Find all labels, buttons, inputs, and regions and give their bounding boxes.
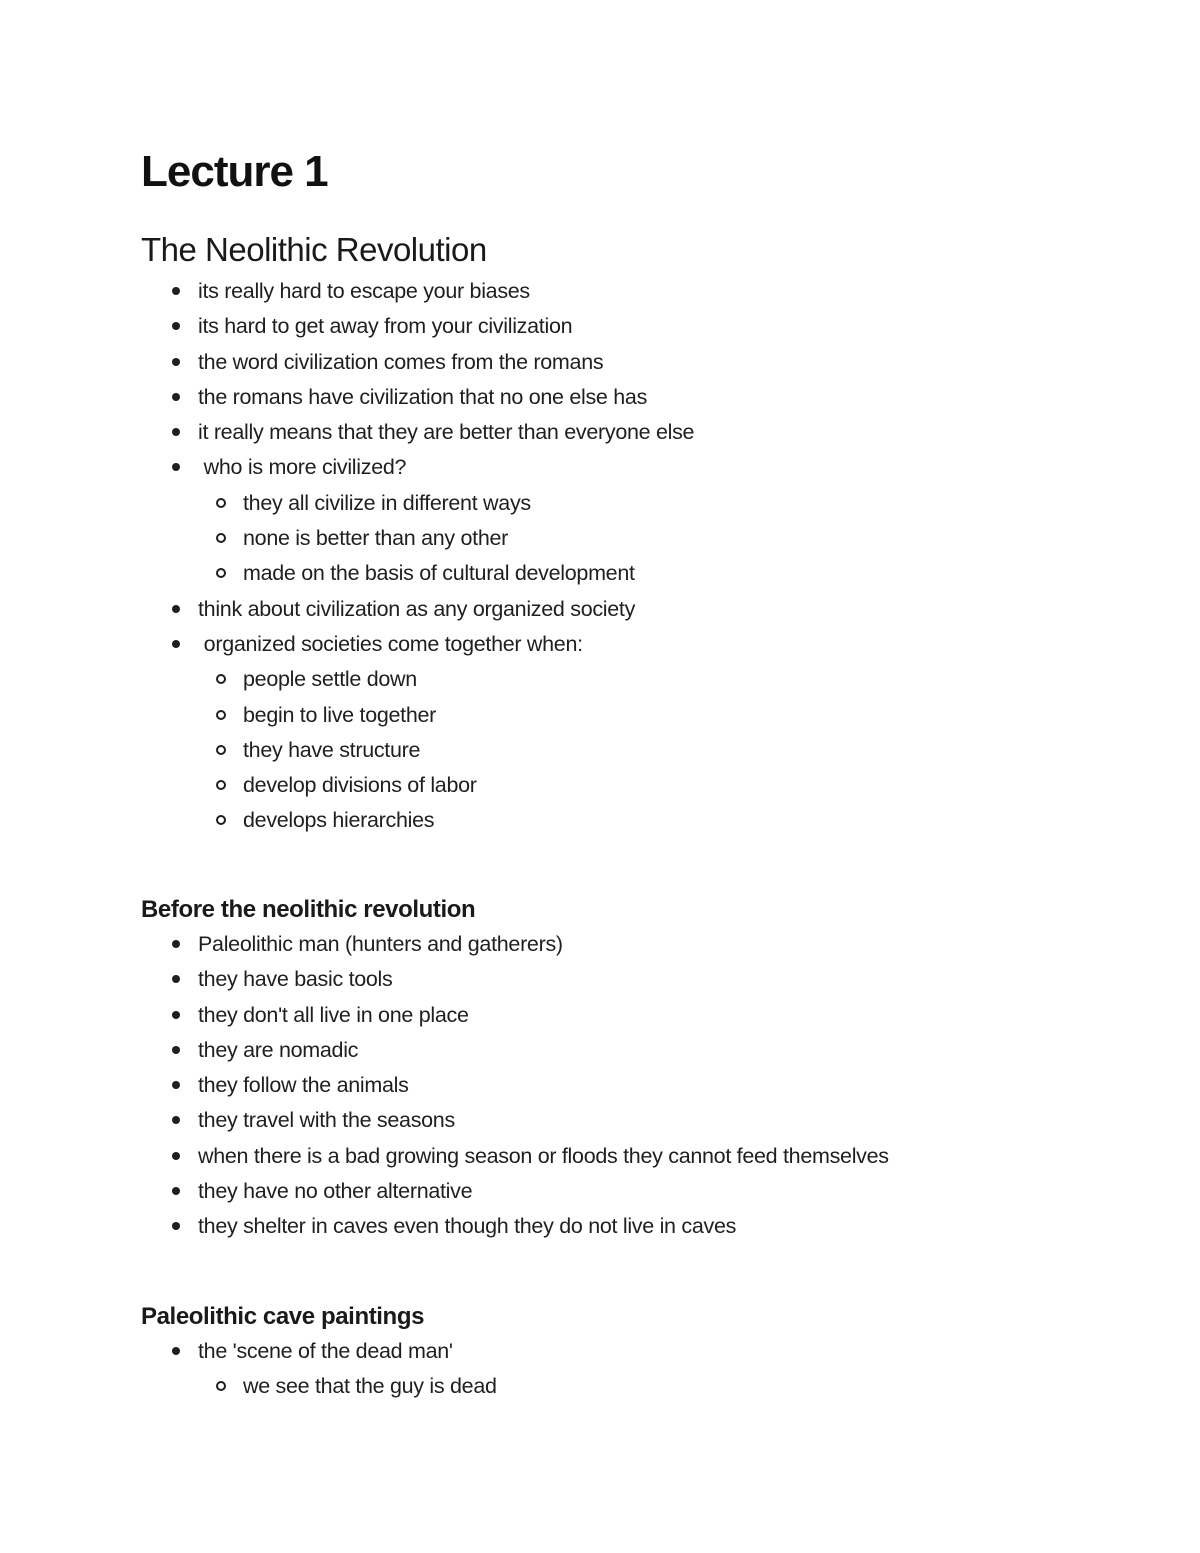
disc-bullet-icon — [172, 1222, 180, 1230]
list-item — [141, 1336, 497, 1371]
disc-bullet-icon — [172, 1116, 180, 1124]
list-item-text: begin to live together — [243, 702, 437, 727]
list-item-text: develop divisions of labor — [243, 773, 477, 798]
list-item — [141, 1105, 889, 1140]
list-item-text: who is more civilized? — [198, 455, 407, 480]
list-item-text: the word civilization comes from the romans — [198, 349, 604, 374]
list-item-text: when there is a bad growing season or floods they cannot feed themselves — [198, 1143, 889, 1168]
disc-bullet-icon — [172, 1152, 180, 1160]
disc-bullet-icon — [172, 463, 180, 471]
list-item — [141, 417, 694, 452]
circle-bullet-icon — [216, 674, 226, 684]
list-item-text: they are nomadic — [198, 1037, 359, 1062]
bullet-list-neolithic-revolution — [141, 276, 694, 841]
list-item-text: the romans have civilization that no one else has — [198, 384, 648, 409]
list-item-text: they all civilize in different ways — [243, 490, 531, 515]
sub-list-item — [141, 488, 694, 523]
list-item — [141, 964, 889, 999]
list-item — [141, 1141, 889, 1176]
list-item — [141, 629, 694, 664]
circle-bullet-icon — [216, 780, 226, 790]
list-item-text: they follow the animals — [198, 1073, 409, 1098]
list-item-text: its really hard to escape your biases — [198, 279, 530, 303]
list-item — [141, 1000, 889, 1035]
bullet-list-before-neolithic — [141, 929, 889, 1247]
disc-bullet-icon — [172, 640, 180, 648]
list-item-text: they travel with the seasons — [198, 1108, 455, 1133]
list-item-text: we see that the guy is dead — [243, 1374, 497, 1399]
disc-bullet-icon — [172, 287, 180, 295]
disc-bullet-icon — [172, 1347, 180, 1355]
list-item-text: they have no other alternative — [198, 1179, 473, 1204]
list-item-text: they don't all live in one place — [198, 1002, 469, 1027]
bullet-list-cave-paintings — [141, 1336, 497, 1407]
list-item-text: organized societies come together when: — [198, 631, 583, 656]
disc-bullet-icon — [172, 1011, 180, 1019]
section-heading-neolithic-revolution: The Neolithic Revolution — [141, 231, 487, 268]
circle-bullet-icon — [216, 498, 226, 508]
disc-bullet-icon — [172, 1046, 180, 1054]
list-item-text: the 'scene of the dead man' — [198, 1339, 453, 1363]
disc-bullet-icon — [172, 358, 180, 366]
section-heading-cave-paintings: Paleolithic cave paintings — [141, 1303, 425, 1330]
disc-bullet-icon — [172, 322, 180, 330]
circle-bullet-icon — [216, 710, 226, 720]
sub-list-item — [141, 558, 694, 593]
list-item-text: Paleolithic man (hunters and gatherers) — [198, 932, 563, 956]
disc-bullet-icon — [172, 428, 180, 436]
list-item-text: they have basic tools — [198, 967, 393, 992]
circle-bullet-icon — [216, 533, 226, 543]
list-item-text: people settle down — [243, 667, 417, 692]
list-item-text: they shelter in caves even though they do not live in caves — [198, 1214, 737, 1239]
sub-list-item — [141, 770, 694, 805]
sub-list-item — [141, 523, 694, 558]
disc-bullet-icon — [172, 940, 180, 948]
list-item — [141, 1035, 889, 1070]
list-item — [141, 452, 694, 487]
circle-bullet-icon — [216, 568, 226, 578]
list-item — [141, 311, 694, 346]
sub-list-item — [141, 664, 694, 699]
list-item-text: they have structure — [243, 737, 421, 762]
circle-bullet-icon — [216, 1381, 226, 1391]
sub-list-item — [141, 805, 694, 840]
disc-bullet-icon — [172, 1081, 180, 1089]
circle-bullet-icon — [216, 815, 226, 825]
page-title: Lecture 1 — [141, 147, 328, 196]
list-item — [141, 276, 694, 311]
list-item — [141, 1070, 889, 1105]
list-item — [141, 594, 694, 629]
list-item — [141, 347, 694, 382]
disc-bullet-icon — [172, 975, 180, 983]
list-item — [141, 1211, 889, 1246]
list-item — [141, 382, 694, 417]
disc-bullet-icon — [172, 1187, 180, 1195]
list-item — [141, 1176, 889, 1211]
circle-bullet-icon — [216, 745, 226, 755]
list-item-text: it really means that they are better than everyone else — [198, 420, 695, 445]
sub-list-item — [141, 700, 694, 735]
disc-bullet-icon — [172, 393, 180, 401]
list-item-text: its hard to get away from your civilization — [198, 314, 573, 339]
sub-list-item — [141, 1371, 497, 1406]
list-item-text: made on the basis of cultural development — [243, 561, 635, 586]
list-item-text: develops hierarchies — [243, 808, 435, 833]
sub-list-item — [141, 735, 694, 770]
list-item — [141, 929, 889, 964]
list-item-text: none is better than any other — [243, 526, 509, 551]
section-heading-before-neolithic: Before the neolithic revolution — [141, 896, 476, 923]
list-item-text: think about civilization as any organized society — [198, 596, 636, 621]
disc-bullet-icon — [172, 605, 180, 613]
